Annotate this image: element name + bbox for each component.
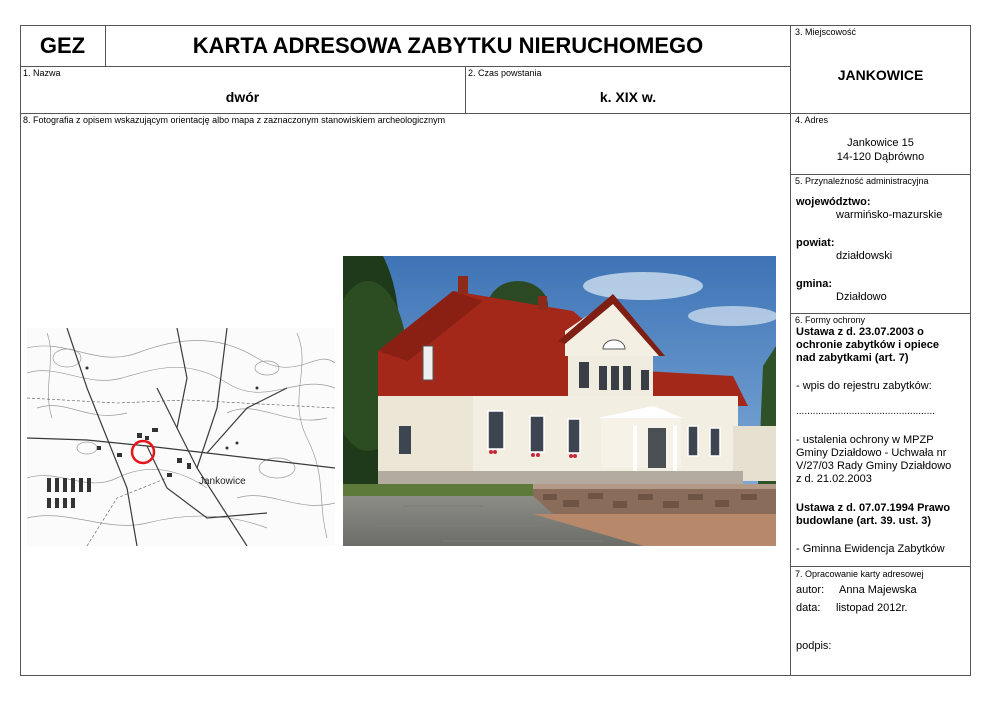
frame-right [970, 25, 971, 676]
page-title: KARTA ADRESOWA ZABYTKU NIERUCHOMEGO [192, 33, 704, 58]
prepared-label: 7. Opracowanie karty adresowej [795, 569, 924, 579]
gez-code: GEZ [39, 33, 86, 58]
date-value: k. XIX w. [599, 89, 657, 105]
county-value: działdowski [836, 250, 893, 262]
commune-value: Działdowo [836, 291, 887, 303]
date-prepared-value: listopad 2012r. [836, 602, 908, 614]
name-label: 1. Nazwa [23, 68, 61, 78]
name-value: dwór [225, 89, 260, 105]
manor-photograph [343, 256, 776, 546]
protection-label: 6. Formy ochrony [795, 315, 866, 325]
topographic-map-drawing [27, 328, 335, 546]
author-value: Anna Majewska [839, 584, 917, 596]
admin-label: 5. Przynależność administracyjna [795, 176, 929, 186]
location-map [27, 328, 335, 546]
protection-bottom-line [790, 566, 971, 567]
author-label: autor: [796, 584, 825, 596]
act-1-line-2: ochronie zabytków i opiece [796, 339, 940, 351]
mpzp-line-2: Gminy Działdowo - Uchwała nr [796, 447, 947, 459]
mpzp-line-1: - ustalenia ochrony w MPZP [796, 434, 934, 446]
header-bottom-line [20, 66, 790, 67]
locality-value: JANKOWICE [837, 67, 924, 83]
mpzp-line-4: z d. 21.02.2003 [796, 473, 872, 485]
act-2-line-2: budowlane (art. 39. ust. 3) [796, 515, 932, 527]
register-dots: .................................................. [796, 406, 935, 417]
voivodeship-value: warmińsko-mazurskie [836, 209, 943, 221]
act-2-line-1: Ustawa z d. 07.07.1994 Prawo [796, 502, 951, 514]
frame-left [20, 25, 21, 676]
address-label: 4. Adres [795, 115, 829, 125]
county-label: powiat: [796, 237, 835, 249]
voivodeship-label: województwo: [796, 196, 871, 208]
manor-house-drawing [343, 256, 776, 546]
frame-bottom [20, 675, 971, 676]
mpzp-line-3: V/27/03 Rady Gminy Działdowo [796, 460, 952, 472]
address-line-2: 14-120 Dąbrówno [836, 151, 925, 163]
photo-section-label: 8. Fotografia z opisem wskazującym orientację albo mapa z zaznaczonym stanowiskiem archeologicznym [23, 115, 446, 125]
address-bottom-line [790, 174, 971, 175]
locality-label: 3. Miejscowość [795, 27, 857, 37]
commune-register: - Gminna Ewidencja Zabytków [796, 543, 945, 555]
map-place-name: Jankowice [199, 476, 246, 487]
commune-label: gmina: [796, 278, 833, 290]
frame-top [20, 25, 971, 26]
date-prepared-label: data: [796, 602, 821, 614]
address-line-1: Jankowice 15 [847, 137, 914, 149]
date-label: 2. Czas powstania [468, 68, 542, 78]
act-1-line-3: nad zabytkami (art. 7) [796, 352, 909, 364]
main-divider [790, 25, 791, 676]
name-row-bottom-line [20, 113, 971, 114]
act-1-line-1: Ustawa z d. 23.07.2003 o [796, 326, 924, 338]
signature-label: podpis: [796, 640, 832, 652]
register-entry: - wpis do rejestru zabytków: [796, 380, 932, 392]
admin-bottom-line [790, 313, 971, 314]
